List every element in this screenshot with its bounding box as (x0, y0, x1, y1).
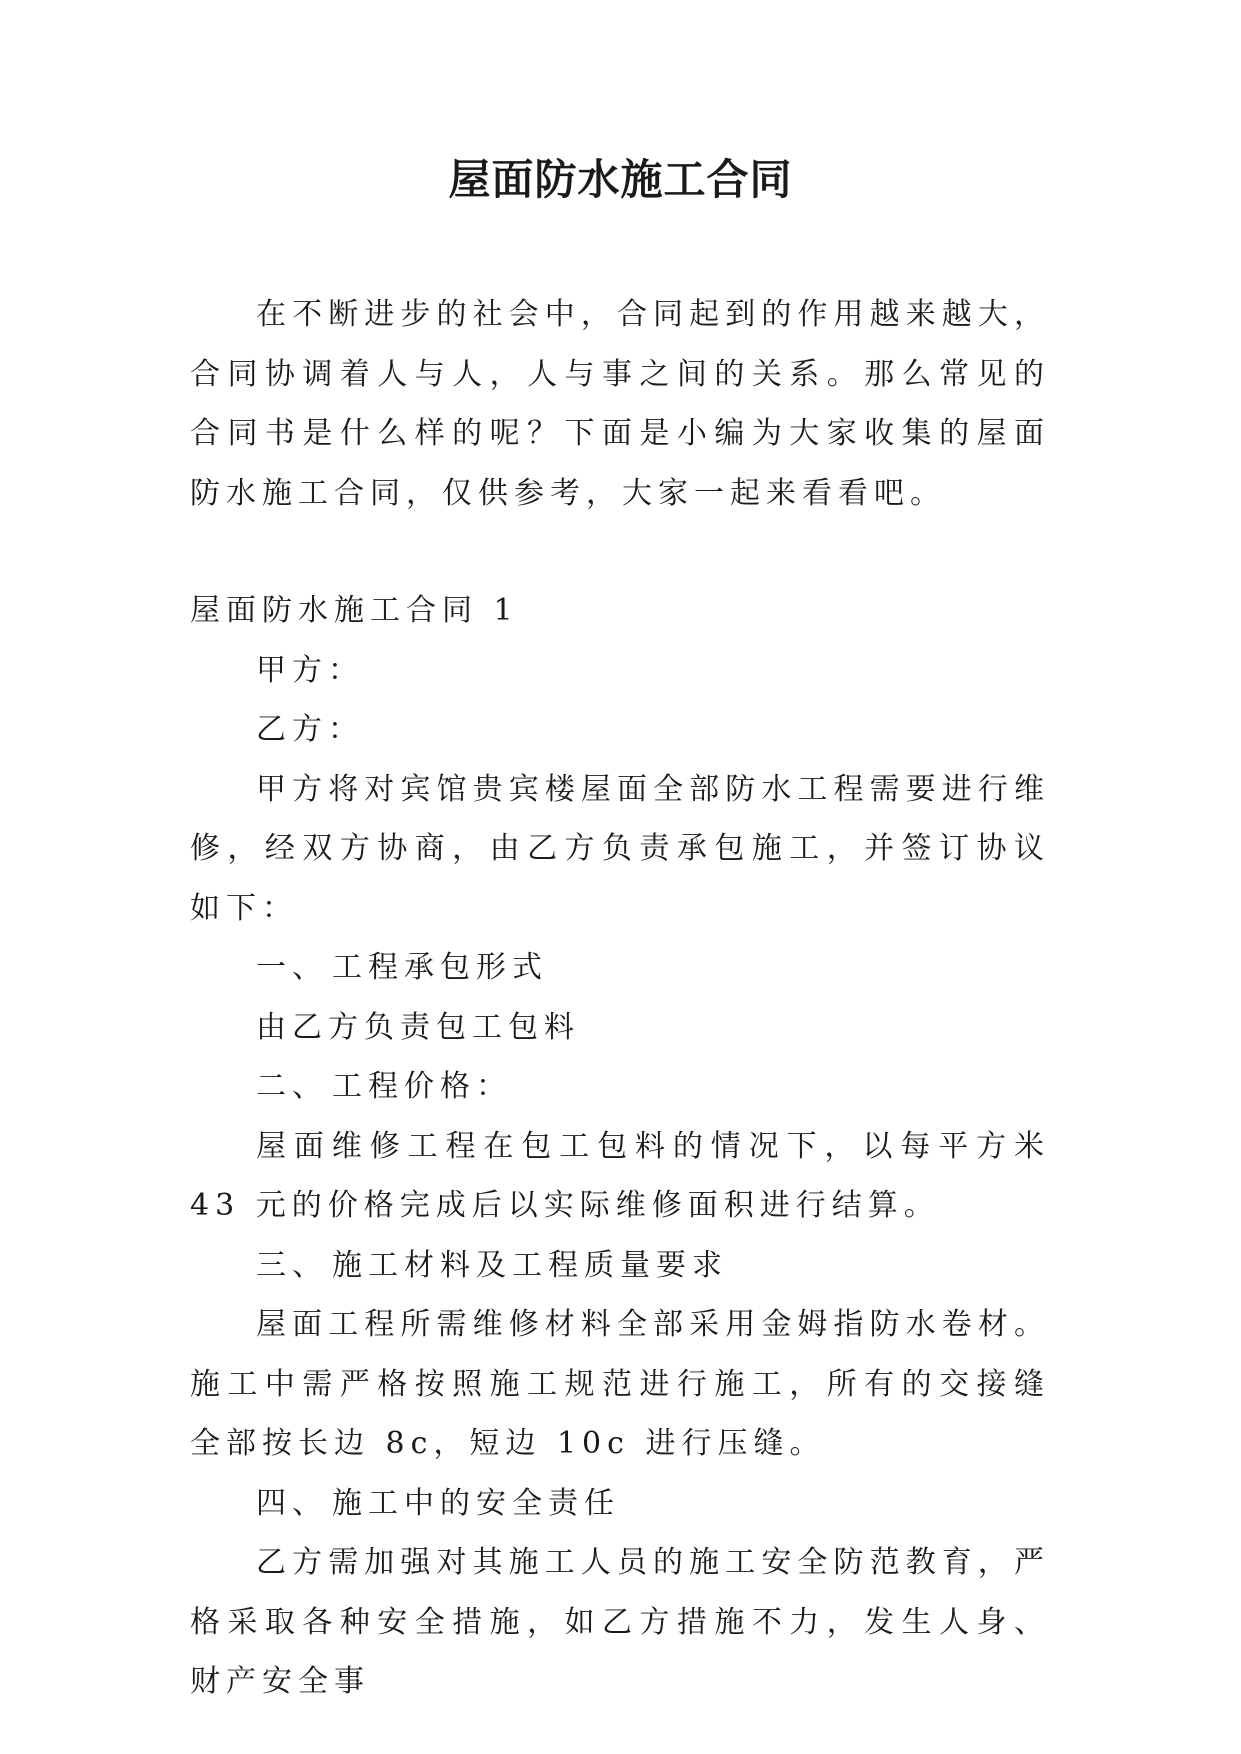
section-title: 工程价格： (332, 1069, 512, 1104)
preamble-paragraph: 甲方将对宾馆贵宾楼屋面全部防水工程需要进行维修，经双方协商，由乙方负责承包施工，并签订协议如下： (190, 771, 1050, 926)
section-3-body: 屋面工程所需维修材料全部采用金姆指防水卷材。施工中需严格按照施工规范进行施工，所有的交接缝全部按长边 8c，短边 10c 进行压缝。 (190, 1307, 1050, 1461)
section-4-body: 乙方需加强对其施工人员的施工安全防范教育，严格采取各种安全措施，如乙方措施不力，发生人身、财产安全事 (190, 1545, 1050, 1699)
intro-paragraph: 在不断进步的社会中，合同起到的作用越来越大，合同协调着人与人，人与事之间的关系。那么常见的合同书是什么样的呢？下面是小编为大家收集的屋面防水施工合同，仅供参考，大家一起来看看吧。 (190, 297, 1050, 511)
section-1-heading (190, 938, 1050, 998)
section-2-body: 屋面维修工程在包工包料的情况下，以每平方米 43 元的价格完成后以实际维修面积进行结算。 (190, 1128, 1050, 1223)
section-4-heading (190, 1474, 1050, 1534)
section-number: 二、 (256, 1069, 328, 1104)
section-title: 施工中的安全责任 (332, 1485, 620, 1521)
section-3-heading (190, 1236, 1050, 1296)
section-2-heading (190, 1057, 1050, 1117)
party-b-label: 乙方： (256, 712, 364, 747)
section-title: 工程承包形式 (332, 950, 548, 985)
party-a-label: 甲方： (256, 652, 364, 688)
section-number: 三、 (256, 1247, 328, 1283)
document-body (190, 285, 1050, 1712)
contract-heading: 屋面防水施工合同 1 (190, 593, 519, 628)
document-title: 屋面防水施工合同 (448, 155, 793, 204)
section-title: 施工材料及工程质量要求 (332, 1247, 728, 1283)
section-1-body: 由乙方负责包工包料 (256, 1009, 580, 1045)
section-number: 一、 (256, 950, 328, 985)
section-number: 四、 (256, 1485, 328, 1521)
